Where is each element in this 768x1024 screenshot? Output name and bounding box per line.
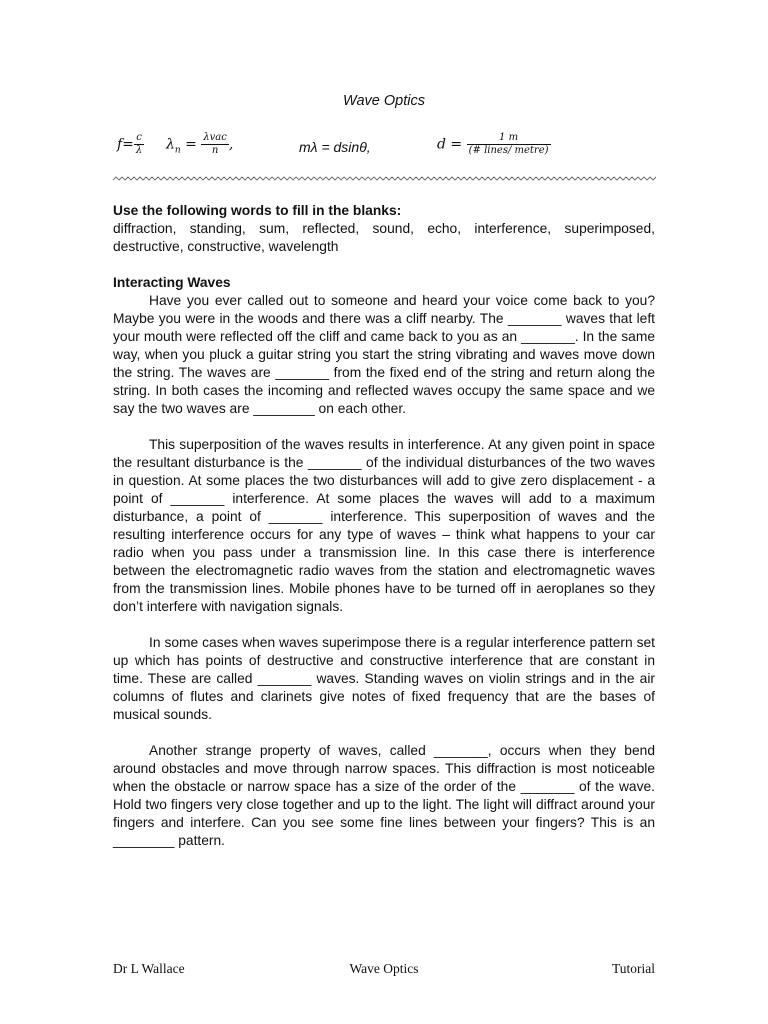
frequency-lhs: f= — [117, 136, 134, 153]
frequency-fraction — [134, 132, 144, 157]
lambda-fraction — [201, 132, 229, 157]
page-title: Wave Optics — [343, 93, 425, 109]
grating-equation — [299, 139, 371, 155]
worksheet-body — [113, 202, 655, 850]
word-bank-heading: Use the following words to fill in the blanks: — [113, 203, 402, 218]
d-numerator: 1 m — [467, 132, 551, 145]
wavy-separator — [113, 175, 656, 183]
lambda-numerator: λvac — [203, 132, 227, 143]
lambda-lhs: λ — [166, 136, 175, 153]
wavelength-in-medium-formula — [166, 132, 233, 157]
paragraph-3: In some cases when waves superimpose there is a regular interference pattern set up which has points of destructive and constructive interference that are constant in time. These are called _______ waves. Standing waves on violin strings and in the air columns of flutes and clarinets give notes of fixed frequency that are the bases of musical sounds. — [113, 635, 655, 722]
frequency-denominator: λ — [135, 145, 143, 156]
footer-label: Tutorial — [611, 961, 655, 976]
slit-spacing-formula — [437, 132, 551, 157]
lambda-equals: = — [180, 136, 197, 153]
footer-title: Wave Optics — [349, 961, 419, 976]
frequency-numerator: c — [134, 132, 144, 145]
d-denominator: (# lines/ metre) — [468, 145, 549, 156]
section-heading: Interacting Waves — [113, 275, 231, 290]
footer-author: Dr L Wallace — [113, 961, 185, 976]
lambda-subscript: n — [174, 145, 181, 156]
word-bank-list: diffraction, standing, sum, reflected, sound, echo, interference, superimposed, destructive, constructive, wavelength — [113, 221, 655, 254]
paragraph-2: This superposition of the waves results in interference. At any given point in space the resultant disturbance is the _______ of the individual disturbances of the two waves in question. At some places the two disturbances will add to give zero displacement - a point of _______ interference. At some places the waves will add to a maximum disturbance, a point of _______ interference. This superposition of waves and the resulting interference occurs for any type of waves – think what happens to your car radio when you pass under a transmission line. In this case there is interference between the electromagnetic radio waves from the station and electromagnetic waves from the transmission lines. Mobile phones have to be turned off in aeroplanes so they don’t interfere with navigation signals. — [113, 437, 655, 614]
grating-equation-text: mλ = dsinθ, — [299, 139, 371, 155]
paragraph-4: Another strange property of waves, called _______, occurs when they bend around obstacles and move through narrow spaces. This diffraction is most noticeable when the obstacle or narrow space has a size of the order of the _______ of the wave. Hold two fingers very close together and up to the light. The light will diffract around your fingers and interfere. Can you see some fine lines between your fingers? This is an ________ pattern. — [113, 743, 655, 848]
frequency-formula — [117, 132, 144, 157]
paragraph-1: Have you ever called out to someone and heard your voice come back to you? Maybe you were in the woods and there was a cliff nearby. The _______ waves that left your mouth were reflected off the cliff and came back to you as an _______. In the same way, when you pluck a guitar string you start the string vibrating and waves move down the string. The waves are _______ from the fixed end of the string and return along the string. In both cases the incoming and reflected waves occupy the same space and we say the two waves are ________ on each other. — [113, 293, 655, 416]
lambda-denominator: n — [211, 145, 219, 156]
lambda-comma: , — [228, 136, 234, 153]
d-fraction — [467, 132, 551, 157]
d-lhs: d = — [437, 136, 463, 153]
